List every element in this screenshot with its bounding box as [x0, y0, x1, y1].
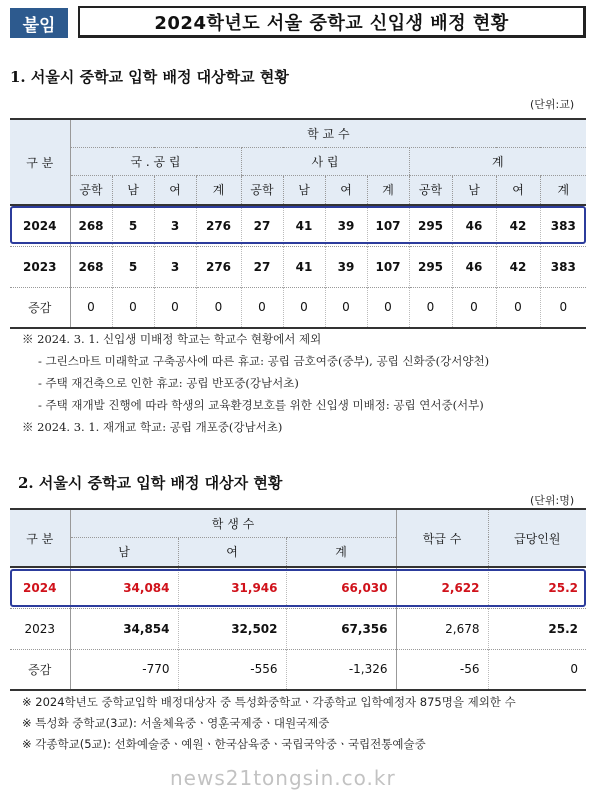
document-title: 2024학년도 서울 중학교 신입생 배정 현황 [154, 12, 509, 34]
note-line: ※ 2024학년도 중학교입학 배정대상자 중 특성화중학교ㆍ각종학교 입학예정자 875명을 제외한 수 [22, 695, 516, 709]
subcol-header: 공학 [409, 175, 452, 205]
document-header [10, 6, 586, 40]
subcol-header: 남 [452, 175, 496, 205]
section1-title: 1. 서울시 중학교 입학 배정 대상학교 현황 [10, 68, 289, 86]
table-cell: 0 [112, 287, 154, 328]
subcol-header: 여 [325, 175, 367, 205]
table-cell: -770 [70, 649, 178, 690]
table-cell: 27 [241, 246, 283, 287]
table-cell: 39 [325, 246, 367, 287]
note-line: ※ 특성화 중학교(3교): 서울체육중ㆍ영훈국제중ㆍ대원국제중 [22, 716, 330, 730]
subcol-header: 여 [496, 175, 540, 205]
table-cell: 31,946 [178, 567, 286, 608]
table-cell: 39 [325, 205, 367, 246]
note-line: - 주택 재건축으로 인한 휴교: 공립 반포중(강남서초) [38, 376, 299, 390]
subcol-header: 공학 [70, 175, 112, 205]
table-cell: 0 [283, 287, 325, 328]
table-cell: 34,854 [70, 608, 178, 649]
row-label: 증감 [28, 662, 52, 677]
table-cell: -56 [396, 649, 488, 690]
subcol-header: 남 [283, 175, 325, 205]
col-class-count: 학급 수 [396, 509, 488, 567]
section1-notes [22, 328, 489, 438]
table-cell: 67,356 [286, 608, 396, 649]
table-cell: 383 [540, 205, 586, 246]
table-cell: 2,678 [396, 608, 488, 649]
subcol-header: 계 [540, 175, 586, 205]
note-line: ※ 2024. 3. 1. 재개교 학교: 공립 개포중(강남서초) [22, 420, 283, 434]
row-label: 2023 [23, 259, 57, 274]
table-cell: 0 [496, 287, 540, 328]
table-row [10, 649, 586, 690]
table-cell: 295 [409, 246, 452, 287]
table-cell: 0 [196, 287, 241, 328]
table-cell: 0 [452, 287, 496, 328]
subcol-header: 계 [367, 175, 409, 205]
table-cell: 46 [452, 205, 496, 246]
table-cell: 42 [496, 246, 540, 287]
group-header-student-count: 학 생 수 [70, 509, 396, 537]
table-row [10, 246, 586, 287]
table-cell: 5 [112, 246, 154, 287]
row-label: 증감 [28, 300, 52, 315]
section1-unit: (단위:교) [530, 98, 575, 111]
section2-title: 2. 서울시 중학교 입학 배정 대상자 현황 [18, 474, 283, 492]
table-cell: 27 [241, 205, 283, 246]
col-per-class: 급당인원 [488, 509, 586, 567]
row-label: 2024 [23, 218, 57, 233]
table-cell: 32,502 [178, 608, 286, 649]
attachment-badge: 붙임 [10, 8, 68, 38]
table-cell: 3 [154, 205, 196, 246]
table-cell: 42 [496, 205, 540, 246]
highlight-2024-row [10, 569, 586, 607]
table-cell: 3 [154, 246, 196, 287]
table-cell: 0 [241, 287, 283, 328]
table-cell: -556 [178, 649, 286, 690]
subcol-header: 여 [154, 175, 196, 205]
table-cell: 276 [196, 205, 241, 246]
subcol-header: 남 [112, 175, 154, 205]
subcol-header: 계 [196, 175, 241, 205]
table-cell: 66,030 [286, 567, 396, 608]
subcol-male: 남 [70, 537, 178, 567]
table-cell: 0 [154, 287, 196, 328]
section2-unit: (단위:명) [530, 494, 575, 507]
table-cell: 0 [367, 287, 409, 328]
table-cell: 41 [283, 246, 325, 287]
table-cell: 107 [367, 246, 409, 287]
table-cell: 107 [367, 205, 409, 246]
row-header: 구 분 [10, 119, 70, 205]
row-label: 2024 [23, 580, 57, 595]
table-cell: -1,326 [286, 649, 396, 690]
note-line: ※ 2024. 3. 1. 신입생 미배정 학교는 학교수 현황에서 제외 [22, 332, 322, 346]
table-cell: 25.2 [488, 567, 586, 608]
note-line: ※ 각종학교(5교): 선화예술중ㆍ예원ㆍ한국삼육중ㆍ국립국악중ㆍ국립전통예술중 [22, 737, 426, 751]
table-row [10, 608, 586, 649]
table-cell: 25.2 [488, 608, 586, 649]
group-public: 국 . 공 립 [70, 147, 241, 175]
row-label: 2023 [24, 621, 56, 636]
table-cell: 41 [283, 205, 325, 246]
table-cell: 46 [452, 246, 496, 287]
note-line: - 주택 재개발 진행에 따라 학생의 교육환경보호를 위한 신입생 미배정: 공립 연서중(서부) [38, 398, 484, 412]
group-header-school-count: 학 교 수 [70, 119, 586, 147]
table-cell: 5 [112, 205, 154, 246]
highlight-2024-row [10, 206, 586, 244]
table-cell: 0 [70, 287, 112, 328]
table-cell: 34,084 [70, 567, 178, 608]
table-cell: 268 [70, 205, 112, 246]
group-private: 사 립 [241, 147, 409, 175]
table-cell: 0 [409, 287, 452, 328]
section2-notes [22, 692, 588, 755]
table-cell: 0 [488, 649, 586, 690]
table-cell: 295 [409, 205, 452, 246]
watermark-text: news21tongsin.co.kr [170, 766, 396, 790]
group-total: 계 [409, 147, 586, 175]
subcol-female: 여 [178, 537, 286, 567]
row-header: 구 분 [10, 509, 70, 567]
table-cell: 268 [70, 246, 112, 287]
document-title-box [78, 6, 586, 38]
table-cell: 276 [196, 246, 241, 287]
table-cell: 0 [325, 287, 367, 328]
table-cell: 383 [540, 246, 586, 287]
table-cell: 2,622 [396, 567, 488, 608]
table-cell: 0 [540, 287, 586, 328]
subcol-total: 계 [286, 537, 396, 567]
subcol-header: 공학 [241, 175, 283, 205]
note-line: - 그린스마트 미래학교 구축공사에 따른 휴교: 공립 금호여중(중부), 공립 신화중(강서양천) [38, 354, 490, 368]
table-row [10, 287, 586, 328]
